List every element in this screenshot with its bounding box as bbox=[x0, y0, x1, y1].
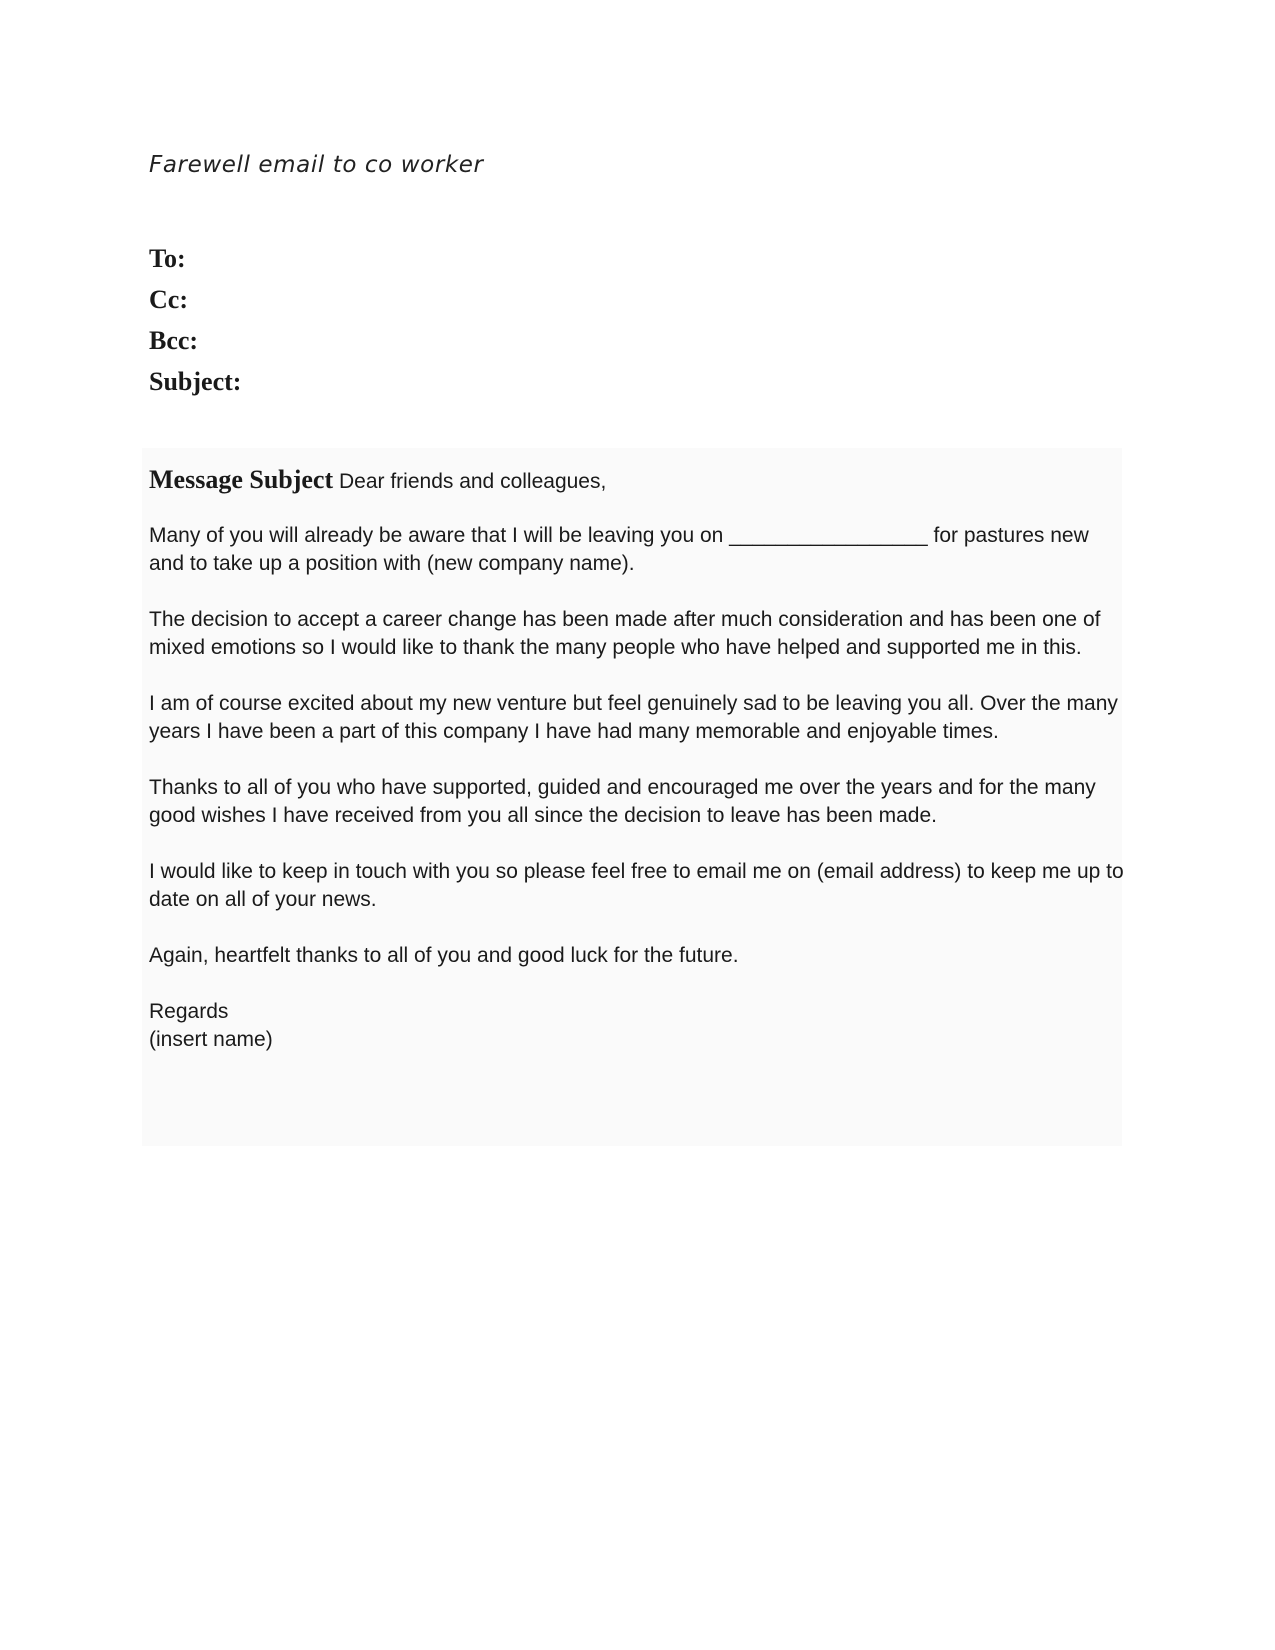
paragraph-thanks: Thanks to all of you who have supported, guided and encouraged me over the years and for the many good wishes I have received from you all since the decision to leave has been made. bbox=[149, 776, 1096, 827]
paragraph-good-luck: Again, heartfelt thanks to all of you and good luck for the future. bbox=[149, 944, 739, 967]
page-title: Farewell email to co worker bbox=[149, 152, 484, 178]
greeting: Dear friends and colleagues, bbox=[338, 470, 607, 493]
message-body bbox=[142, 448, 1122, 1146]
cc-label: Cc: bbox=[149, 285, 188, 314]
signature: (insert name) bbox=[149, 1028, 273, 1051]
bcc-label: Bcc: bbox=[149, 326, 199, 355]
subject-label: Subject: bbox=[149, 367, 242, 396]
paragraph-leaving-date: Many of you will already be aware that I will be leaving you on _________________ for pastures new and to take up a position with (new company name). bbox=[149, 524, 1089, 575]
closing: Regards bbox=[149, 1000, 229, 1023]
to-label: To: bbox=[149, 244, 186, 273]
message-subject-label: Message Subject bbox=[149, 465, 334, 494]
paragraph-excited: I am of course excited about my new venture but feel genuinely sad to be leaving you all. Over the many years I have been a part of this company I have had many memorable and enjoyable times. bbox=[149, 692, 1118, 743]
email-header-fields bbox=[149, 238, 241, 402]
paragraph-decision: The decision to accept a career change has been made after much consideration and has been one of mixed emotions so I would like to thank the many people who have helped and supported me in this. bbox=[149, 608, 1101, 659]
paragraph-keep-in-touch: I would like to keep in touch with you so please feel free to email me on (email address) to keep me up to date on all of your news. bbox=[149, 860, 1124, 911]
message-subject-line bbox=[149, 466, 1122, 496]
